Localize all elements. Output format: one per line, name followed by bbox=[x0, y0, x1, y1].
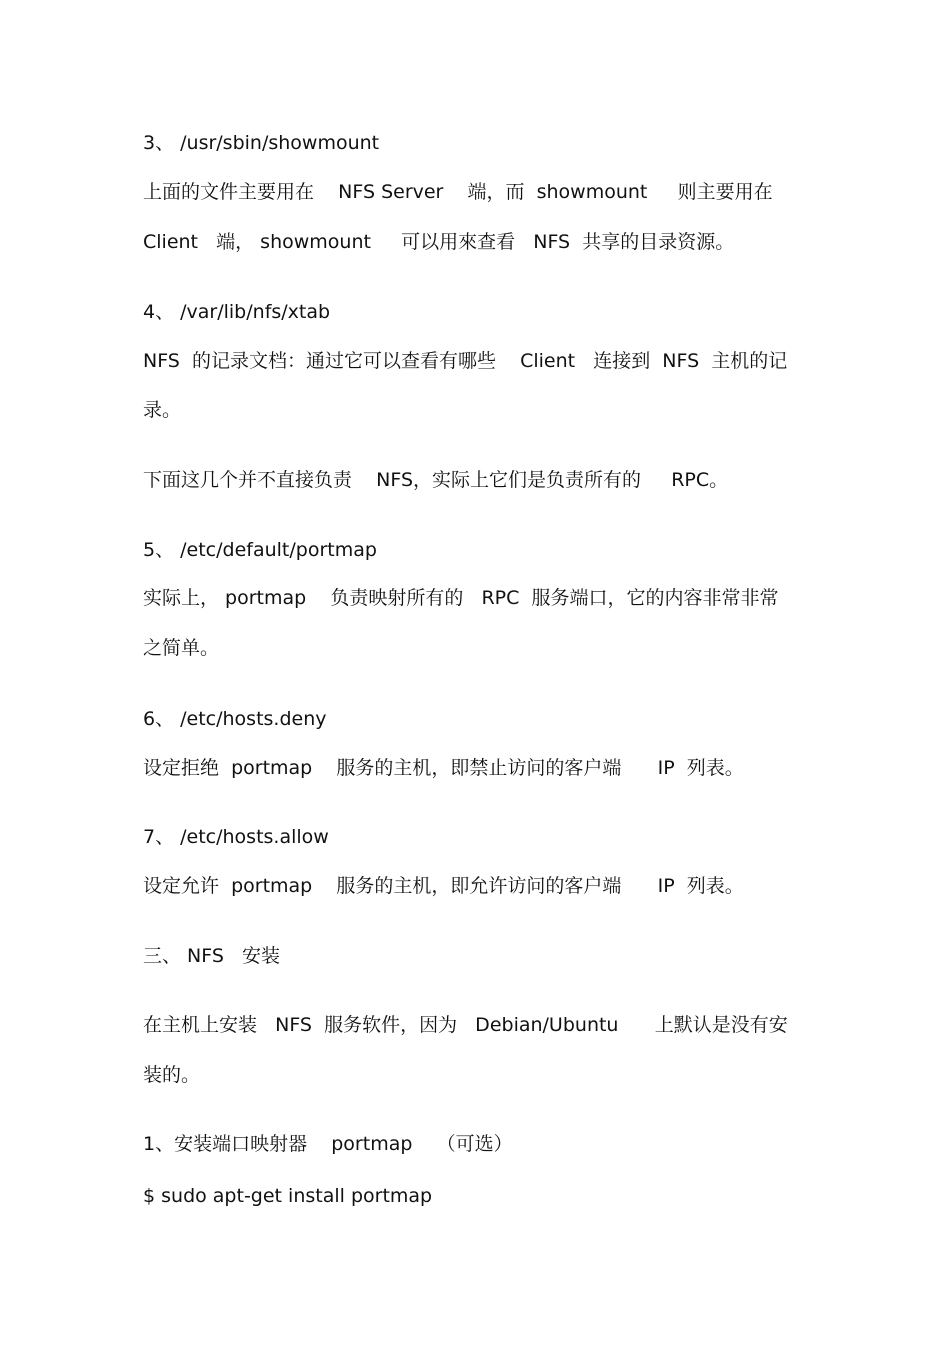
paragraph-line: NFS 的记录文档：通过它可以查看有哪些 Client 连接到 NFS 主机的记 bbox=[143, 350, 788, 372]
heading-showmount: 3、 /usr/sbin/showmount bbox=[143, 132, 380, 154]
heading-hosts-allow: 7、 /etc/hosts.allow bbox=[143, 826, 329, 848]
paragraph-line: 实际上， portmap 负责映射所有的 RPC 服务端口，它的内容非常非常 bbox=[143, 587, 779, 609]
paragraph-line: 下面这几个并不直接负责 NFS，实际上它们是负责所有的 RPC。 bbox=[143, 469, 729, 491]
command-line: $ sudo apt-get install portmap bbox=[143, 1185, 433, 1207]
paragraph-line: 设定拒绝 portmap 服务的主机，即禁止访问的客户端 IP 列表。 bbox=[143, 757, 744, 779]
paragraph-line: Client 端， showmount 可以用來查看 NFS 共享的目录资源。 bbox=[143, 231, 735, 253]
paragraph-line: 录。 bbox=[143, 399, 182, 421]
paragraph-line: 之简单。 bbox=[143, 637, 220, 659]
section-heading-install: 三、 NFS 安装 bbox=[143, 945, 281, 967]
heading-hosts-deny: 6、 /etc/hosts.deny bbox=[143, 708, 327, 730]
paragraph-line: 设定允许 portmap 服务的主机，即允许访问的客户端 IP 列表。 bbox=[143, 875, 744, 897]
heading-xtab: 4、 /var/lib/nfs/xtab bbox=[143, 301, 331, 323]
heading-install-portmap: 1、安装端口映射器 portmap （可选） bbox=[143, 1133, 513, 1155]
paragraph-line: 在主机上安装 NFS 服务软件，因为 Debian/Ubuntu 上默认是没有安 bbox=[143, 1014, 788, 1036]
paragraph-line: 上面的文件主要用在 NFS Server 端，而 showmount 则主要用在 bbox=[143, 181, 773, 203]
paragraph-line: 装的。 bbox=[143, 1064, 201, 1086]
heading-portmap: 5、 /etc/default/portmap bbox=[143, 539, 377, 561]
